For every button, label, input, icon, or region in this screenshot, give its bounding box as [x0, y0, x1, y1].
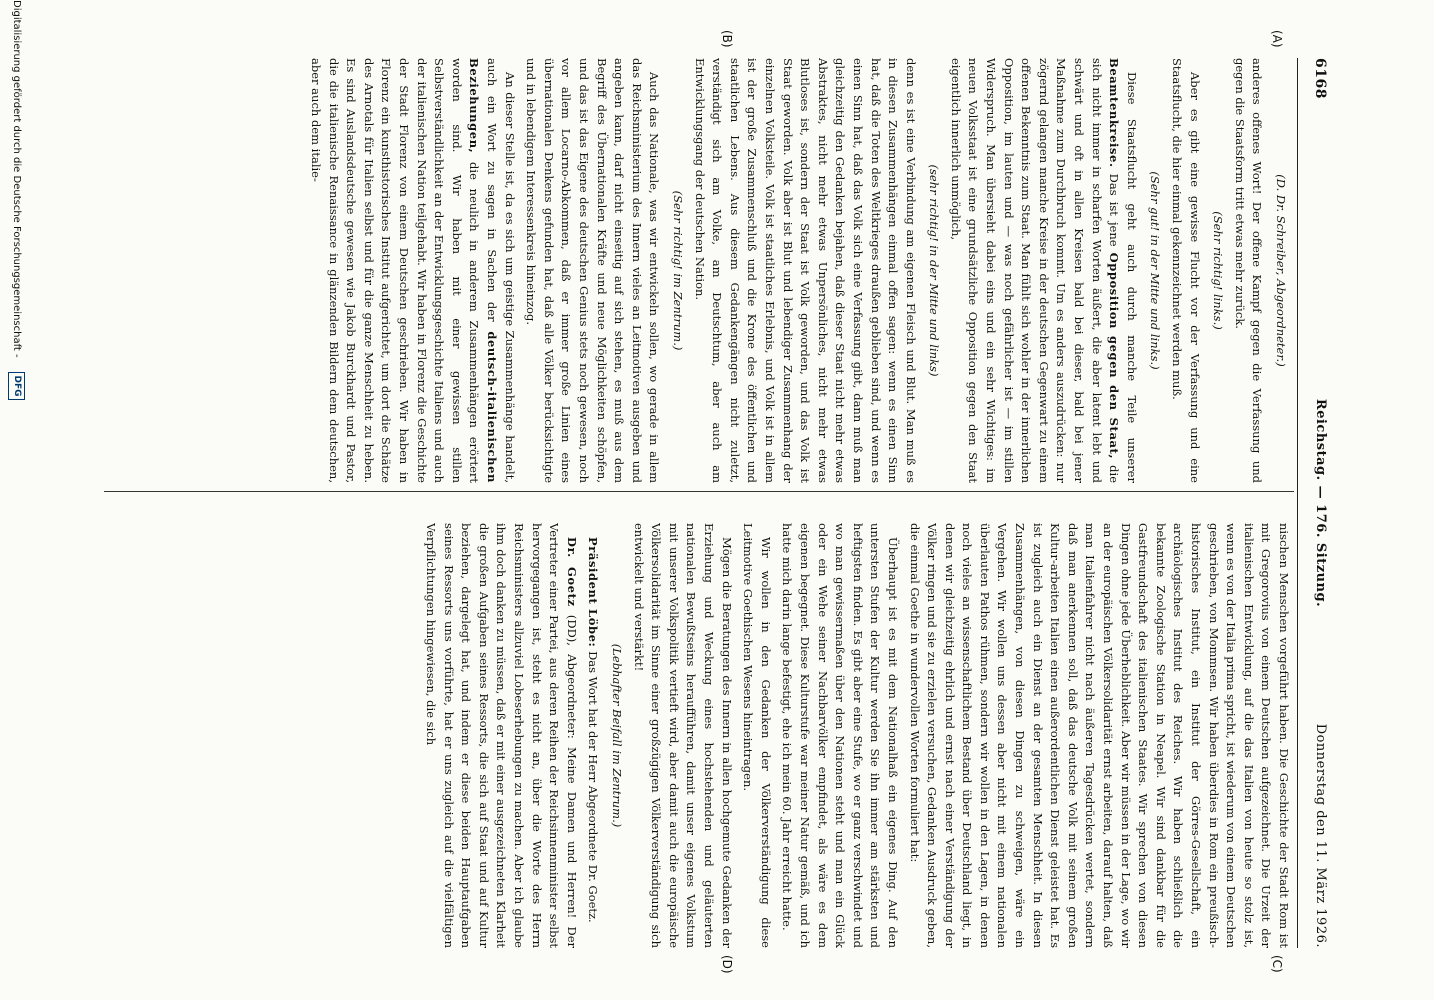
spaced-term: deutsch-italienischen Beziehungen,: [467, 58, 500, 483]
footer-text: Digitalisierung gefördert durch die Deutsche Forschungsgemeinschaft -: [11, 0, 22, 358]
paragraph: denn es ist eine Verbindung am eigenen Fleisch und Blut. Man muß es in diesen Zusammenhängen einmal offen sagen: wenn es einen Sinn hat, daß die Toten des Weltkrieges draußen geblieben sind, und wenn es einen Sinn hat, daß das Volk sich eine Verfassung gibt, dann muß man gleichzeitig den Gedanken bejahen, daß dieser Staat nicht mehr etwas Abstraktes, nicht mehr etwas Unpersönliches, nicht mehr etwas Blutloses ist, sondern der Staat ist Volk geworden, und das Volk ist Staat geworden. Volk aber ist Blut und lebendiger Zusammenhang der einzelnen Volksteile. Volk ist staatliches Erlebnis, und Volk ist in allem ist der große Zusammenschluß und die Krone des öffentlichen und staatlichen Lebens. Aus diesem Gedankengängen nicht zuletzt, verständigt sich am Volke, am Deutschtum, aber auch am Entwicklungsgang der deutschen Nation.: [692, 58, 918, 483]
paragraph: Diese Staatsflucht geht auch durch manche Teile unserer Beamtenkreise. Das ist jene Opposition gegen den Staat, die sich nicht immer in scharfen Worten äußert, die aber latent lebt und schwärt und oft in allen Kreisen bald bei dieser, bald bei jener Maßnahme zum Durchbruch kommt. Um es anders auszudrücken: nur zögernd gelangen manche Kreise in der deutschen Gegenwart zu einem offenen Bekenntnis zum Staat. Man fühlt sich wohler in der innerlichen Opposition, im lauten und — was noch gefährlicher ist — im stillen Widerspruch. Man übersieht dabei eins und ein sehr Wichtiges: im neuen Volksstaat ist eine grundsätzliche Opposition gegen den Staat eigentlich innerlich unmöglich,: [948, 58, 1139, 483]
header-title: Reichstag. — 176. Sitzung.: [1313, 398, 1328, 608]
page-header: [1298, 58, 1338, 948]
speaker-name: Präsident Löbe:: [586, 537, 601, 648]
margin-mark-d: (D): [720, 955, 734, 974]
interjection: (Sehr gut! in der Mitte und links.): [1148, 171, 1163, 370]
right-column: [107, 523, 1292, 948]
left-column: [107, 58, 1292, 483]
header-date: Donnerstag den 11. März 1926.: [1313, 723, 1328, 948]
page-number: 6168: [1312, 58, 1328, 99]
interjection: (Lebhafter Beifall im Zentrum.): [610, 643, 625, 828]
spaced-term: Opposition gegen den Staat,: [1107, 252, 1122, 460]
header-rule: [1297, 58, 1298, 948]
interjection: (sehr richtig! in der Mitte und links): [927, 164, 942, 377]
interjection: (Sehr richtig! links.): [1211, 211, 1226, 330]
paragraph: Dr. Goetz (DD), Abgeordneter: Meine Damen und Herren! Der Vertreter einer Partei, aus deren Reihen der Reichsinnenminister selbst hervorgegangen ist, steht es nicht an, über die Worte des Herrn Reichsministers allzuviel Lobeserhebungen zu machen. Aber ich glaube ihm doch danken zu müssen, daß er mit einer ausgezeichneten Klarheit die großen Aufgaben seines Ressorts, die sich auf Staat und auf Kultur beziehen, dargelegt hat, und indem er diese beiden Hauptaufgaben seines Ressorts uns vorführte, hat er uns zugleich auf die vielfältigen Verpflichtungen hingewiesen, die sich: [424, 523, 579, 948]
quote-paragraph: Überhaupt ist es mit dem Nationalhaß ein eigenes Ding. Auf den untersten Stufen der Kultur werden Sie ihn immer am stärksten und heftigsten finden. Es gibt aber eine Stufe, wo er ganz verschwindet und wo man gewissermaßen über den Nationen steht und man ein Glück oder ein Wehe seiner Nachbarvölker empfindet, als wäre es dem eigenen begegnet. Diese Kulturstufe war meiner Natur gemäß, und ich hatte mich darin lange befestigt, ehe ich mein 60. Jahr erreicht hatte.: [780, 523, 900, 948]
margin-mark-b: (B): [720, 30, 734, 48]
paragraph: nischen Menschen vorgeführt haben. Die Geschichte der Stadt Rom ist mit Gregorovius von einem Deutschen aufgezeichnet. Die Urzeit der italienischen Entwicklung, auf die das Italien von heute so stolz ist, wenn es von der Italia prima spricht, ist wiederum von einem Deutschen geschrieben, von Mommsen. Wir haben überdies in Rom ein preußisch-historisches Institut, ein Institut der Görres-Gesellschaft, ein archäologisches Institut des Reiches. Wir haben schließlich die bekannte Zoologische Station in Neapel. Wir sind dankbar für die Gastfreundschaft des italienischen Staates. Wir sprechen von diesen Dingen ohne jede Überheblichkeit. Aber wir müssen in der Lage, wo wir an der europäischen Völkersolidarität ernst arbeiten, darauf halten, daß man Italienfahrer nicht nach äußeren Tagesdrücken wertet, sondern daß man anerkennen soll, daß das deutsche Volk mit seinem großen Kultur-arbeiten Italien einen außerordentlichen Dienst geleistet hat. Es ist zugleich auch ein Dienst an der gesamten Menschheit. In diesen Zusammenhängen, von diesen Dingen zu schweigen, wäre ein Vergehen. Wir wollen uns dessen aber nicht mit einem nationalen überlauten Pathos rühmen, sondern wir wollen in den Lagen, in denen noch vieles an wissenschaftlichem Bestand über Deutschland liegt, in denen wir gleichzeitig ehrlich und ernst nach einer Verständigung der Völker ringen und sie zu erzielen versuchen, Gedanken Ausdruck geben, die einmal Goethe in wundervollen Worten formuliert hat:: [907, 523, 1291, 948]
paragraph: Mögen die Beratungen des Innern in allen hochgemute Gedanken der Erziehung und Weckung eines hochstehenden und geläuterten nationalen Bewußtseins heraufführen, damit unser eigenes Volkstum mit unserer Volkspolitik vertieft wird, aber damit auch die europäische Völkersolidarität im Sinne einer großzügigen Völkerverständigung sich entwickelt und verstärkt!: [631, 523, 734, 948]
paragraph: Auch das Nationale, was wir entwickeln sollen, wo gerade in allem das Reichsministerium des Innern vieles an Leitmotiven ausgeben und angeben kann, darf nicht einseitig auf sich stehen, es muß aus dem Begriff des Übernationalen Kräfte und neue Möglichkeiten schöpfen, und das ist das Eigene des deutschen Genius stets noch gewesen, noch vor allem Locarno-Abkommen, daß er immer große Linien eines übernationalen Denkens gefunden hat, daß alle Völker berücksichtigte und in lebendigem Interessenkreis hineinzog.: [524, 58, 662, 483]
speaker-line: (D. Dr. Schreiber, Abgeordneter.): [1274, 174, 1288, 367]
spaced-term: Beamtenkreise.: [1107, 58, 1122, 168]
paragraph: An dieser Stelle ist, da es sich um geistige Zusammenhänge handelt, auch ein Wort zu sagen in Sachen der deutsch-italienischen Beziehungen, die neulich in anderem Zusammenhängen erörtert worden sind. Wir haben mit einer gewissen stillen Selbstverständlichkeit an der Entwicklungsgeschichte Italiens und auch der italienischen Nation teilgehabt. Wir haben in Florenz die Geschichte der Stadt Florenz von einem Deutschen geschrieben. Wir haben in Florenz ein kunsthistorisches Institut aufgerichtet, um dort die Schätze des Arnotals für Italien selbst und für die ganze Menschheit zu heben. Es sind Auslandsdeutsche gewesen wie Jakob Burckhardt und Pastor, die die italienische Renaissance in glänzenden Bildern dem deutschen, aber auch dem italie-: [309, 58, 517, 483]
paragraph: Wir wollen in den Gedanken der Völkerverständigung diese Leitmotive Goethischen Wesens hineintragen.: [741, 523, 773, 948]
margin-mark-c: (C): [1270, 955, 1284, 973]
paragraph: Präsident Löbe: Das Wort hat der Herr Abgeordnete Dr. Goetz.: [586, 537, 601, 923]
interjection: (Sehr richtig! im Zentrum.): [671, 190, 685, 351]
paragraph: Aber es gibt eine gewisse Flucht vor der Verfassung und eine Staatsflucht, die hier einmal gekennzeichnet werden muß.: [1170, 58, 1202, 483]
speaker-name: Dr. Goetz: [564, 537, 579, 607]
margin-mark-a: (A): [1270, 30, 1284, 48]
column-divider: [104, 491, 1294, 492]
footer: [6, 0, 28, 1000]
dfg-logo: DFG: [8, 372, 25, 400]
paragraph: anderes offenes Wort! Der offene Kampf gegen die Verfassung und gegen die Staatsform tritt etwas mehr zurück.: [1232, 58, 1265, 483]
